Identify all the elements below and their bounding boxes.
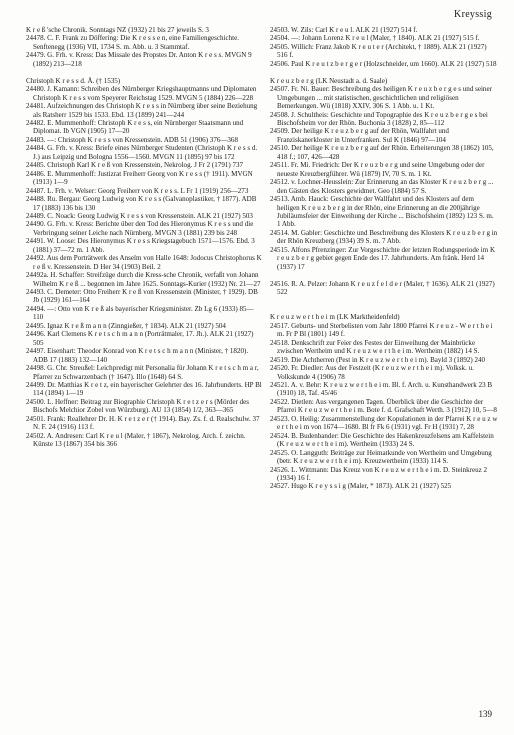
bibliography-entry: 24481. Aufzeichnungen des Christoph K r e s s in Nürnberg über seine Beziehung als Ratsherr 1529 bis 1533. Ebd. 13 (1899) 241—244 xyxy=(26,102,258,119)
bibliography-entry: 24490. G. Frh. v. Kress: Berichte über den Tod des Hieronymus K r e s s und die Verbringung seiner Leiche nach Nürnberg. MVGN 3 (1881) 239 bis 248 xyxy=(26,220,254,237)
left-column xyxy=(26,26,262,449)
bibliography-entry: 24520. Fr. Diedler: Aus der Festzeit (K r e u z w e r t h e i m). Volksk. u. Volkskunde 4 (1906) 78 xyxy=(270,364,474,381)
bibliography-entry: 24492a. H. Schaffer: Streifzüge durch die Kress-sche Chronik, verfaßt von Johann Wilhelm K r e ß ... begonnen im Jahre 1625. Sonntags-Kurier (1932) Nr. 21—27 xyxy=(26,271,261,288)
bibliography-entry: 24500. L. Heffner: Beitrag zur Biographie Christoph K r e t z e r s (Mörder des Bischofs Melchior Zobel von Würzburg). AU 13 (1854) 1/2, 363—365 xyxy=(26,397,249,415)
page-number: 139 xyxy=(478,709,492,719)
running-head: Kreyssig xyxy=(454,9,492,20)
bibliography-entry: 24485. Christoph Karl K r e ß von Kressenstein, Nekrolog. J Fr 2 (1791) 737 xyxy=(26,161,244,170)
bibliography-entry: 24522. Dietlen: Aus vergangenen Tagen. Überblick über die Geschichte der Pfarrei K r e u z w e r t h e i m. Bote f. d. Grafschaft Werth. 3 (1912) 10, 5—8 xyxy=(270,397,497,415)
bibliography-entry: 24515. Alfons Pfrenzinger: Zur Vorgeschichte der letzten Rodungsperiode im K r e u z b e r g gebiet gegen Ende des 17. Jahrhunderts. Am fränk. Herd 14 (1937) 17 xyxy=(270,245,496,271)
section-heading: K r e u z w e r t h e i m (LK Marktheidenfeld) xyxy=(270,313,400,322)
bibliography-entry: 24525. O. Langguth: Beiträge zur Heimatkunde von Wertheim und Umgebung (betr. K r e u z w e r t h e i m). Kreuzwertheim (1933) 114 S. xyxy=(270,448,492,466)
bibliography-entry: 24494. —: Otto von K r e ß als bayerischer Kriegsminister. Zb Lg 6 (1933) 85—110 xyxy=(26,304,254,322)
bibliography-entry: 24513. Amb. Hauck: Geschichte der Wallfahrt und des Klosters auf dem heiligen K r e u z b e r g in der Rhön, eine Erinnerung an die 200jährige Jubiläumsfeier der Einweihung der Kirche ... Bischofsheim (1892) 123 S. m. 1 Abb. xyxy=(270,195,494,229)
bibliography-entry: 24488. Ru. Bergau: Georg Ludwig von K r e s s (Galvanoplastiker, † 1877). ADB 17 (1883) 136 bis 130 xyxy=(26,195,257,212)
bibliography-entry: 24495. Ignaz K r e ß m a n n (Zinngießer, † 1834). ALK 21 (1927) 504 xyxy=(26,321,226,330)
bibliography-entry: 24516. R. A. Pelzer: Johann K r e u z f e l d e r (Maler, † 1636). ALK 21 (1927) 522 xyxy=(270,279,495,297)
bibliography-entry: 24521. A. v. Behr: K r e u z w e r t h e i m. Bl. f. Arch. u. Kunsthandwerk 23 B (1910) 18, Taf. 45/46 xyxy=(270,380,493,398)
bibliography-entry: 24484. G. Frh. v. Kress: Briefe eines Nürnberger Studenten (Christoph K r e s s d. J.) aus Leipzig und Bologna 1556—1560. MVGN 11 (1895) 97 bis 172 xyxy=(26,144,258,161)
bibliography-entry: 24486. E. Mummenhoff: Justizrat Freiherr Georg von K r e s s († 1911). MVGN (1913) 1—9 xyxy=(26,169,253,187)
bibliography-entry: 24491. W. Loose: Des Hieronymus K r e s s Kriegstagebuch 1571—1576. Ebd. 3 (1881) 37—72 m. 1 Abb. xyxy=(26,237,255,254)
bibliography-entry: 24479. G. Frh. v. Kress: Das Missale des Propstes Dr. Anton K r e s s. MVGN 9 (1892) 213—218 xyxy=(26,51,252,68)
spacer xyxy=(270,296,498,304)
bibliography-entry: 24489. C. Noack: Georg Ludwig K r e s s von Kressenstein. ALK 21 (1927) 503 xyxy=(26,211,253,220)
bibliography-entry: 24509. Der heilige K r e u z b e r g auf der Rhön, Wallfahrt und Franziskanerkloster in Unterfranken. Sul K (1846) 97—104 xyxy=(270,127,449,144)
section-heading: Christoph K r e s s d. Ä. († 1535) xyxy=(26,76,121,85)
bibliography-entry: 24510. Der heilige K r e u z b e r g auf der Rhön. Erheiterungen 38 (1862) 105, 418 f.; 107, 426—428 xyxy=(270,144,494,161)
bibliography-entry: 24512. v. Lochner-Heusslein: Zur Erinnerung an das Kloster K r e u z b e r g ... den Gästen des Klosters gewidmet. Geo (1884) 57 S. xyxy=(270,178,494,195)
bibliography-entry: 24493. C. Demeter: Otto Freiherr K r e ß von Kressenstein (Minister, † 1929). DB Jb (1929) 161—164 xyxy=(26,288,258,305)
spacer xyxy=(26,68,262,76)
bibliography-entry: 24511. Fr. Mi. Friedrich: Der K r e u z b e r g und seine Umgebung oder der neueste Kreuzbergführer. Wü (1879) IV, 70 S. m. 1 Kt. xyxy=(270,161,485,178)
bibliography-entry: 24503. W. Zils: Carl K r e u l. ALK 21 (1927) 514 f. xyxy=(270,26,418,34)
bibliography-entry: 24492. Aus dem Porträtwerk des Anselm von Halle 1648: Jodocus Christophorus K r e ß v. Kressenstein. D Her 34 (1903) Beil. 2 xyxy=(26,254,262,271)
bibliography-entry: 24504. —: Johann Lorenz K r e u l (Maler, † 1840). ALK 21 (1927) 515 f. xyxy=(270,34,480,43)
bibliography-entry: 24508. J. Schultheis: Geschichte und Topographie des K r e u z b e r g e s bei Bischofsheim vor der Rhön. Buchonia 3 (1828) 2, 85—112 xyxy=(270,110,488,127)
bibliography-entry: 24497. Eisenhart: Theodor Konrad von K r e t s c h m a n n (Minister, † 1820). ADB 17 (1883) 132—140 xyxy=(26,347,249,364)
bibliography-entry: 24526. L. Wittmann: Das Kreuz von K r e u z w e r t h e i m. D. Steinkreuz 2 (1934) 16 f. xyxy=(270,465,488,482)
bibliography-entry: K r e ß 'sche Chronik. Sonntags NZ (1932) 21 bis 27 jeweils S. 3 xyxy=(26,26,209,34)
bibliography-entry: 24507. Fr. Ni. Bauer: Beschreibung des heiligen K r e u z b e r g e s und seiner Umgebungen ... mit statistischen, geschichtlichen und religiösen Bemerkungen. Wü (1818) XXIV, 306 S. 1 Abb. u. 1 Kt. xyxy=(270,85,492,111)
bibliography-entry: 24527. Hugo K r e y s s i g (Maler, * 1873). ALK 21 (1927) 525 xyxy=(270,482,452,491)
bibliography-entry: 24482. E. Mummenhoff: Christoph K r e s s, ein Nürnberger Staatsmann und Diplomat. Ib VGN (1905) 17—20 xyxy=(26,118,244,136)
bibliography-entry: 24517. Geburts- und Sterbelisten vom Jahr 1800 Pfarrei K r e u z - W e r t h e i m. Fr P Bl (1801) 149 f. xyxy=(270,321,493,339)
bibliography-entry: 24524. B. Budenbander: Die Geschichte des Hakenkreuzfelsens am Kaffelstein (K r e u z w e r t h e i m). Wertheim (1933) 24 S. xyxy=(270,431,494,449)
spacer xyxy=(270,68,498,76)
spacer xyxy=(270,271,498,279)
bibliography-entry: 24518. Denkschrift zur Feier des Festes der Einweihung der Mainbrücke zwischen Wertheim und K r e u z w e r t h e i m. Wertheim (1882) 14 S. xyxy=(270,338,480,356)
bibliography-entry: 24506. Paul K r e u t z b e r g e r (Holzschneider, um 1660). ALK 21 (1927) 518 xyxy=(270,59,497,68)
bibliography-entry: 24523. O. Heilig: Zusammenstellung der Kopulationen in der Pfarrei K r e u z w e r t h e i m von 1674—1680. Bl fr Fk 6 (1931) vgl. Fr H (1931) 7, 28 xyxy=(270,414,498,432)
bibliography-entry: 24483. —: Christoph K r e s s von Kressenstein. ADB 51 (1906) 376—368 xyxy=(26,135,238,144)
bibliography-entry: 24499. Dr. Matthias K r e t z, ein bayerischer Gelehrter des 16. Jahrhunderts. HP Bl 114 (1894) 1—19 xyxy=(26,381,262,398)
right-column xyxy=(270,26,498,491)
bibliography-entry: 24505. Willich: Franz Jakob K r e u t e r (Architekt, † 1889). ALK 21 (1927) 516 f. xyxy=(270,42,487,60)
bibliography-entry: 24478. C. F. Frank zu Döffering: Die K r e s s e n, eine Familiengeschichte. Senftenegg (1936) VII, 1734 S. m. Abb. u. 3 Stammtaf. xyxy=(26,34,240,51)
bibliography-entry: 24502. A. Andresen: Carl K r e u l (Maler, † 1867), Nekrolog. Arch. f. zeichn. Künste 13 (1867) 354 bis 366 xyxy=(26,431,246,449)
bibliography-entry: 24498. G. Chr. Streußel: Leichpredigt mit Personalia für Johann K r e t s c h m a r, Pfarrer zu Schwarzenbach († 1647). Illo (1648) 64 S. xyxy=(26,364,259,381)
bibliography-entry: 24519. Die Achtherren (Pest in K r e u z w e r t h e i m). Bayld 3 (1892) 240 xyxy=(270,355,486,364)
bibliography-entry: 24487. L. Frh. v. Welser: Georg Freiherr von K r e s s. L Fr 1 (1919) 256—273 xyxy=(26,186,249,195)
bibliography-entry: 24501. Frank: Reallehrer Dr. H. K r e t z e r († 1914). Bay. Zs. f. d. Realschulw. 37 N. F. 24 (1916) 113 f. xyxy=(26,414,260,432)
spacer xyxy=(270,305,498,313)
bibliography-entry: 24496. Karl Clemens K r e t s c h m a n n (Porträtmaler, 17. Jh.). ALK 21 (1927) 505 xyxy=(26,330,254,347)
bibliography-entry: 24480. J. Kamann: Schreiben des Nürnberger Kriegshauptmanns und Diplomaten Christoph K r e s s vom Speyerer Reichstag 1529. MVGN 5 (1884) 226—228 xyxy=(26,85,257,102)
bibliography-entry: 24514. M. Gabler: Geschichte und Beschreibung des Klosters K r e u z b e r g in der Rhön Kreuzberg (1934) 39 S. m. 7 Abb. xyxy=(270,228,498,246)
section-heading: K r e u z b e r g (LK Neustadt a. d. Saale) xyxy=(270,76,388,85)
